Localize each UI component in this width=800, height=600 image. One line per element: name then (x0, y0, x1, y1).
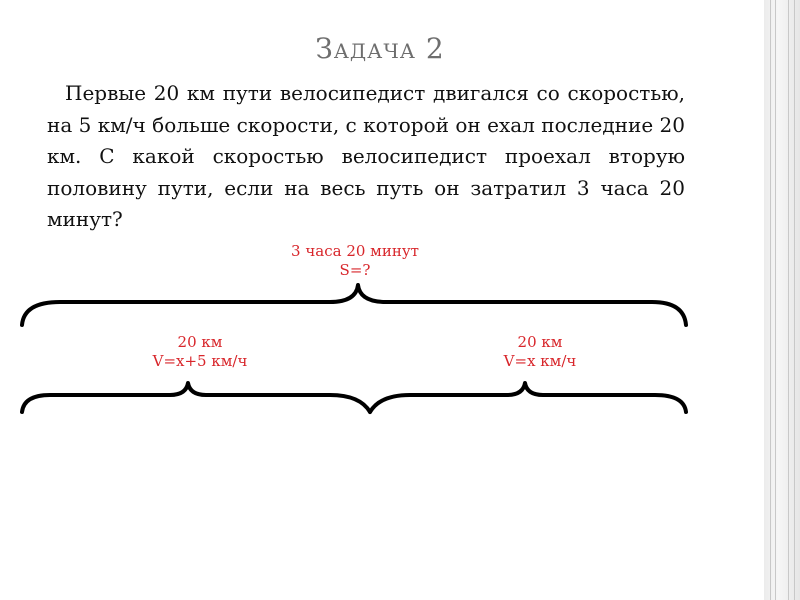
right-brace (370, 383, 686, 412)
first-half-distance: 20 км (177, 333, 223, 351)
border-line (775, 0, 776, 600)
slide-right-border (764, 0, 800, 600)
border-line (794, 0, 795, 600)
border-line (770, 0, 771, 600)
slide-title: Задача 2 (315, 32, 445, 65)
total-distance-label: S=? (339, 261, 371, 279)
second-half-labels (460, 333, 620, 371)
second-half-speed: V=x км/ч (503, 352, 577, 370)
problem-text: Первые 20 км пути велосипедист двигался со скоростью, на 5 км/ч больше скорости, с которой он ехал последние 20 км. С какой скоростью велосипедист проехал вторую половину пути, если на весь путь он затратил 3 часа 20 минут? (47, 81, 685, 231)
top-brace (22, 285, 686, 325)
second-half-distance: 20 км (517, 333, 563, 351)
left-brace (22, 383, 370, 412)
total-time-label: 3 часа 20 минут (291, 242, 419, 260)
first-half-labels (120, 333, 280, 371)
border-line (788, 0, 789, 600)
first-half-speed: V=x+5 км/ч (152, 352, 248, 370)
